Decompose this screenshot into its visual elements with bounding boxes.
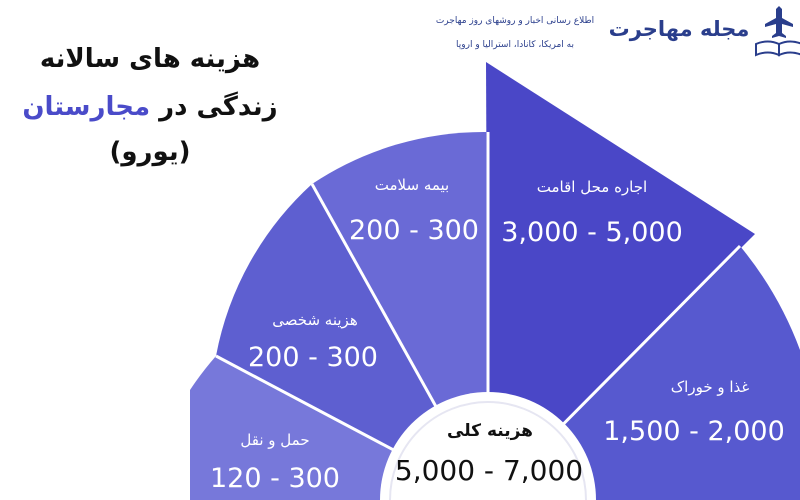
segment-value-insurance: 200 - 300 [349, 215, 479, 246]
segment-label-insurance: بیمه سلامت [374, 176, 450, 194]
segment-label-rent: اجاره محل اقامت [536, 178, 648, 196]
title-line-2 [22, 91, 277, 122]
brand-tagline-1: اطلاع رسانی اخبار و روشهای روز مهاجرت [435, 16, 595, 26]
total-label: هزینه کلی [447, 421, 533, 441]
title-line-1: هزینه های سالانه [39, 44, 261, 74]
segment-label-food: غذا و خوراک [670, 378, 750, 396]
segment-value-transport: 120 - 300 [210, 463, 340, 494]
segment-value-personal: 200 - 300 [248, 342, 378, 373]
brand-name: مجله مهاجرت [608, 17, 750, 41]
segment-label-personal: هزینه شخصی [272, 311, 358, 329]
segment-value-food: 1,500 - 2,000 [603, 416, 785, 447]
segment-label-transport: حمل و نقل [240, 431, 310, 449]
airplane-book-icon [756, 6, 800, 55]
brand-tagline-2: به امریکا، کانادا، استرالیا و اروپا [456, 40, 574, 50]
title-line-3: (یورو) [109, 137, 191, 167]
title-country: مجارستان [22, 92, 151, 122]
segment-value-rent: 3,000 - 5,000 [501, 217, 683, 248]
total-value: 5,000 - 7,000 [394, 454, 584, 487]
title-line-2-prefix: زندگی در [159, 92, 278, 122]
